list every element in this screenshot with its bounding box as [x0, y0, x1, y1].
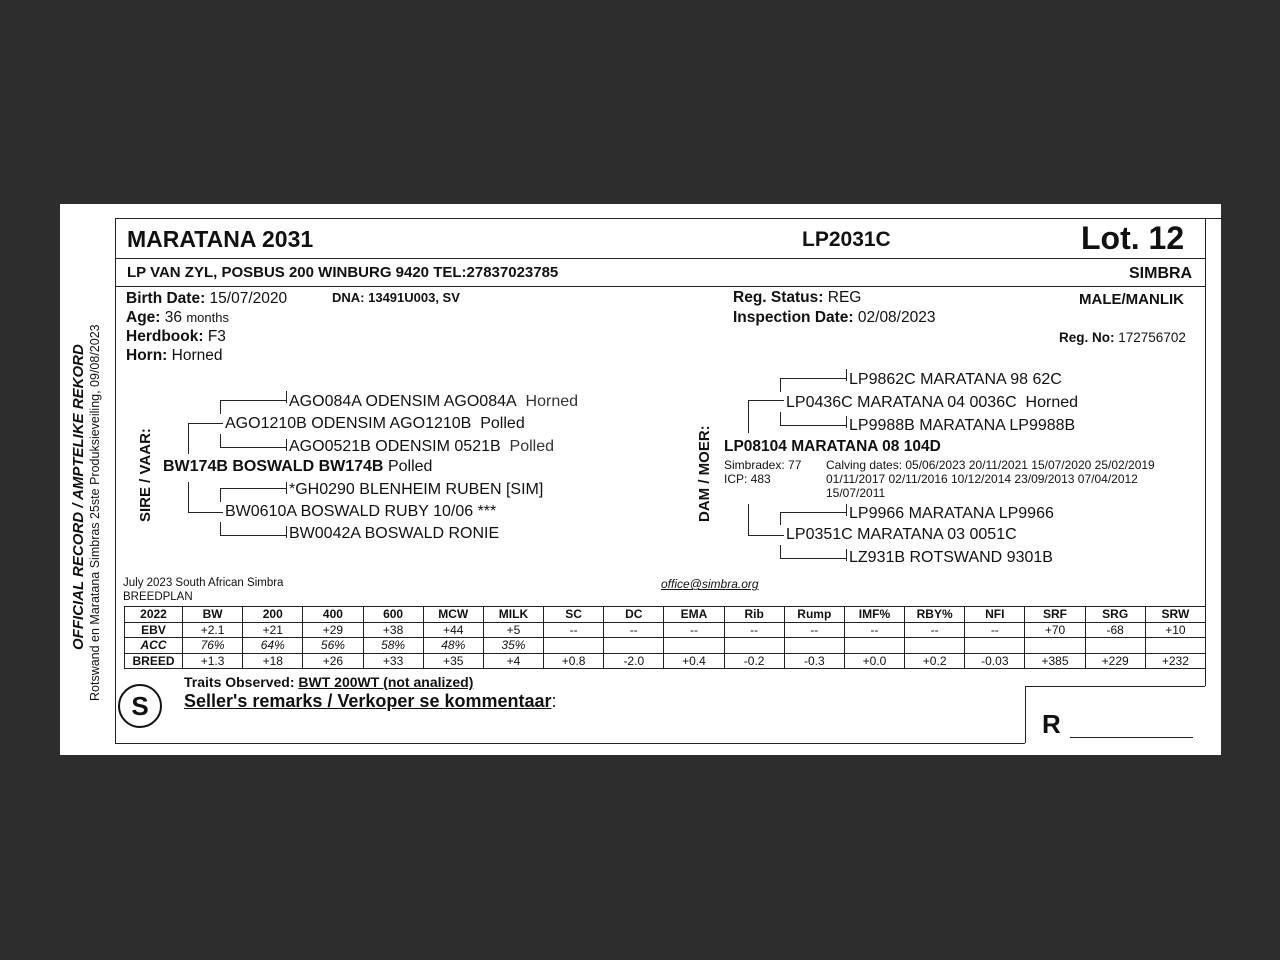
sire-tree-line	[220, 434, 221, 447]
breed-cell: +18	[243, 653, 303, 669]
acc-cell: 64%	[243, 638, 303, 654]
dam-tree-line	[748, 400, 784, 401]
acc-row-label: ACC	[125, 638, 183, 654]
ebv-header-cell: MCW	[423, 607, 483, 623]
ebv-header-cell: SRF	[1025, 607, 1085, 623]
animal-name: MARATANA 2031	[127, 226, 314, 252]
dam-tree-line	[846, 416, 847, 428]
frame-left-line	[115, 218, 116, 743]
sire-tree-line	[220, 488, 287, 489]
ebv-cell: -68	[1085, 622, 1145, 638]
ebv-header-cell: BW	[183, 607, 243, 623]
ebv-table	[124, 606, 1206, 669]
price-rand-label: R	[1042, 709, 1061, 739]
ebv-cell: --	[544, 622, 604, 638]
catalogue-sheet	[60, 204, 1221, 755]
breed-cell: -2.0	[604, 653, 664, 669]
acc-cell: 76%	[183, 638, 243, 654]
sire-tree-line	[188, 423, 189, 454]
frame-top-line	[115, 218, 1221, 219]
dam-sire-sire: LP9862C MARATANA 98 62C	[849, 371, 1062, 388]
breed-cell: +35	[423, 653, 483, 669]
ebv-cell: +2.1	[183, 622, 243, 638]
ebv-header-cell: 400	[303, 607, 363, 623]
breed-cell: -0.2	[724, 653, 784, 669]
dam-tree-line	[846, 369, 847, 381]
acc-cell: 35%	[483, 638, 543, 654]
inspection-date: Inspection Date: 02/08/2023	[733, 309, 936, 326]
dam-tree-line	[780, 558, 847, 559]
sire-of-sire: AGO1210B ODENSIM AGO1210B Polled	[225, 415, 525, 432]
sex-label: MALE/MANLIK	[1079, 291, 1184, 308]
dna-info: DNA: 13491U003, SV	[332, 290, 460, 305]
sire-dam-dam: BW0042A BOSWALD RONIE	[289, 525, 500, 542]
acc-cell	[724, 638, 784, 654]
breed-row-label: BREED	[125, 653, 183, 669]
sire-tree-line	[286, 482, 287, 494]
simbra-s-logo: S	[118, 684, 162, 728]
sire-tree-line	[188, 423, 223, 424]
dam-tree-line	[846, 504, 847, 516]
price-write-line	[1070, 737, 1193, 738]
dam-tree-line	[780, 412, 781, 425]
sire-tree-line	[220, 447, 287, 448]
acc-cell	[965, 638, 1025, 654]
ebv-row	[125, 622, 1206, 638]
acc-cell	[1085, 638, 1145, 654]
sire-dam-sire: *GH0290 BLENHEIM RUBEN [SIM]	[289, 481, 544, 498]
calving-dates-1: Calving dates: 05/06/2023 20/11/2021 15/07/2020 25/02/2019	[826, 458, 1155, 472]
breed-row	[125, 653, 1206, 669]
breed-label: SIMBRA	[1129, 265, 1193, 282]
horn-status: Horn: Horned	[126, 347, 223, 364]
ebv-cell: +70	[1025, 622, 1085, 638]
ebv-header-cell: Rib	[724, 607, 784, 623]
age: Age: 36 months	[126, 309, 229, 326]
acc-cell	[664, 638, 724, 654]
animal-id: LP2031C	[802, 228, 891, 251]
ebv-header-cell: EMA	[664, 607, 724, 623]
traits-observed: Traits Observed: BWT 200WT (not analized)	[184, 674, 474, 690]
ebv-header-cell: DC	[604, 607, 664, 623]
sire-tree-line	[188, 482, 189, 512]
breed-cell: +229	[1085, 653, 1145, 669]
ebv-cell: --	[604, 622, 664, 638]
simbradex: Simbradex: 77	[724, 458, 802, 472]
ebv-cell: --	[844, 622, 904, 638]
dam-tree-line	[780, 512, 781, 525]
ebv-cell: --	[724, 622, 784, 638]
calving-dates-3: 15/07/2011	[826, 486, 886, 500]
sire-tree-line	[286, 439, 287, 451]
sire-tree-line	[286, 526, 287, 538]
acc-row	[125, 638, 1206, 654]
icp: ICP: 483	[724, 472, 771, 486]
ebv-cell: +44	[423, 622, 483, 638]
dam-sire-dam: LP9988B MARATANA LP9988B	[849, 417, 1076, 434]
sire-tree-line	[286, 391, 287, 403]
dam-dam-dam: LZ931B ROTSWAND 9301B	[849, 549, 1053, 566]
ebv-title: July 2023 South African Simbra	[123, 577, 284, 589]
ebv-header-cell: SC	[544, 607, 604, 623]
acc-cell	[1025, 638, 1085, 654]
ebv-header-cell: IMF%	[844, 607, 904, 623]
sire-tree-line	[220, 488, 221, 502]
acc-cell	[604, 638, 664, 654]
dam-side-label: DAM / MOER:	[696, 425, 713, 522]
dam-tree-line	[780, 545, 781, 558]
dam-tree-line	[780, 512, 847, 513]
ebv-header-cell: 200	[243, 607, 303, 623]
acc-cell: 56%	[303, 638, 363, 654]
header-divider-1	[115, 258, 1206, 259]
dam-tree-line	[748, 504, 749, 535]
ebv-cell: +38	[363, 622, 423, 638]
breed-cell: -0.03	[965, 653, 1025, 669]
ebv-cell: +21	[243, 622, 303, 638]
ebv-row-label: EBV	[125, 622, 183, 638]
acc-cell: 58%	[363, 638, 423, 654]
sire-name: BW174B BOSWALD BW174B Polled	[163, 458, 433, 475]
dam-dam-sire: LP9966 MARATANA LP9966	[849, 505, 1054, 522]
sire-sire-sire: AGO084A ODENSIM AGO084A Horned	[289, 393, 579, 410]
official-record-text: OFFICIAL RECORD / AMPTELIKE REKORD	[70, 344, 87, 650]
dam-tree-line	[748, 400, 749, 433]
dam-name: LP08104 MARATANA 08 104D	[724, 438, 941, 455]
breed-cell: +26	[303, 653, 363, 669]
ebv-cell: --	[664, 622, 724, 638]
ebv-cell: --	[905, 622, 965, 638]
header-divider-2	[115, 286, 1206, 287]
ebv-header-cell: NFI	[965, 607, 1025, 623]
ebv-cell: --	[784, 622, 844, 638]
sellers-remarks: Seller's remarks / Verkoper se kommentaar:	[184, 691, 557, 711]
breed-cell: +4	[483, 653, 543, 669]
acc-cell	[844, 638, 904, 654]
dam-of-dam: LP0351C MARATANA 03 0051C	[786, 526, 1017, 543]
acc-cell	[1145, 638, 1205, 654]
sire-tree-line	[220, 522, 221, 535]
acc-cell	[905, 638, 965, 654]
ebv-header-cell: RBY%	[905, 607, 965, 623]
sire-tree-line	[220, 400, 287, 401]
email-link[interactable]: office@simbra.org	[661, 577, 759, 591]
frame-notch-line	[1025, 686, 1026, 743]
ebv-cell: --	[965, 622, 1025, 638]
acc-cell	[544, 638, 604, 654]
breed-cell: +1.3	[183, 653, 243, 669]
dam-tree-line	[780, 378, 781, 392]
ebv-header-cell: SRG	[1085, 607, 1145, 623]
acc-cell: 48%	[423, 638, 483, 654]
breed-cell: +0.2	[905, 653, 965, 669]
breed-cell: +232	[1145, 653, 1205, 669]
dam-tree-line	[780, 378, 847, 379]
frame-bottom-line	[115, 743, 1025, 744]
sire-tree-line	[220, 535, 287, 536]
ebv-cell: +29	[303, 622, 363, 638]
herdbook: Herdbook: F3	[126, 328, 226, 345]
breed-cell: +0.0	[844, 653, 904, 669]
calving-dates-2: 01/11/2017 02/11/2016 10/12/2014 23/09/2013 07/04/2012	[826, 472, 1138, 486]
sale-title-text: Rotswand en Maratana Simbras 25ste Produksieveiling, 09/08/2023	[88, 324, 102, 701]
reg-status: Reg. Status: REG	[733, 289, 862, 306]
sire-side-label: SIRE / VAAR:	[137, 428, 154, 522]
sire-sire-dam: AGO0521B ODENSIM 0521B Polled	[289, 438, 555, 455]
ebv-header-cell: 600	[363, 607, 423, 623]
acc-cell	[784, 638, 844, 654]
sire-of-dam: LP0436C MARATANA 04 0036C Horned	[786, 394, 1079, 411]
birth-date: Birth Date: 15/07/2020	[126, 290, 288, 307]
ebv-header-cell: MILK	[483, 607, 543, 623]
dam-tree-line	[748, 535, 784, 536]
ebv-cell: +5	[483, 622, 543, 638]
breed-cell: -0.3	[784, 653, 844, 669]
breed-cell: +0.4	[664, 653, 724, 669]
ebv-header-cell: SRW	[1145, 607, 1205, 623]
dam-tree-line	[846, 549, 847, 561]
owner-line: LP VAN ZYL, POSBUS 200 WINBURG 9420 TEL:27837023785	[127, 264, 559, 281]
dam-of-sire: BW0610A BOSWALD RUBY 10/06 ***	[225, 503, 497, 520]
ebv-header-cell: Rump	[784, 607, 844, 623]
sire-tree-line	[188, 512, 223, 513]
frame-notch-top-line	[1025, 686, 1205, 687]
ebv-subtitle: BREEDPLAN	[123, 591, 193, 603]
breed-cell: +0.8	[544, 653, 604, 669]
breed-cell: +33	[363, 653, 423, 669]
sire-tree-line	[220, 400, 221, 414]
lot-number: Lot. 12	[1081, 220, 1185, 256]
reg-number: Reg. No: 172756702	[1059, 330, 1186, 345]
ebv-cell: +10	[1145, 622, 1205, 638]
breed-cell: +385	[1025, 653, 1085, 669]
dam-tree-line	[780, 425, 847, 426]
ebv-header-row	[125, 607, 1206, 623]
ebv-header-cell: 2022	[125, 607, 183, 623]
